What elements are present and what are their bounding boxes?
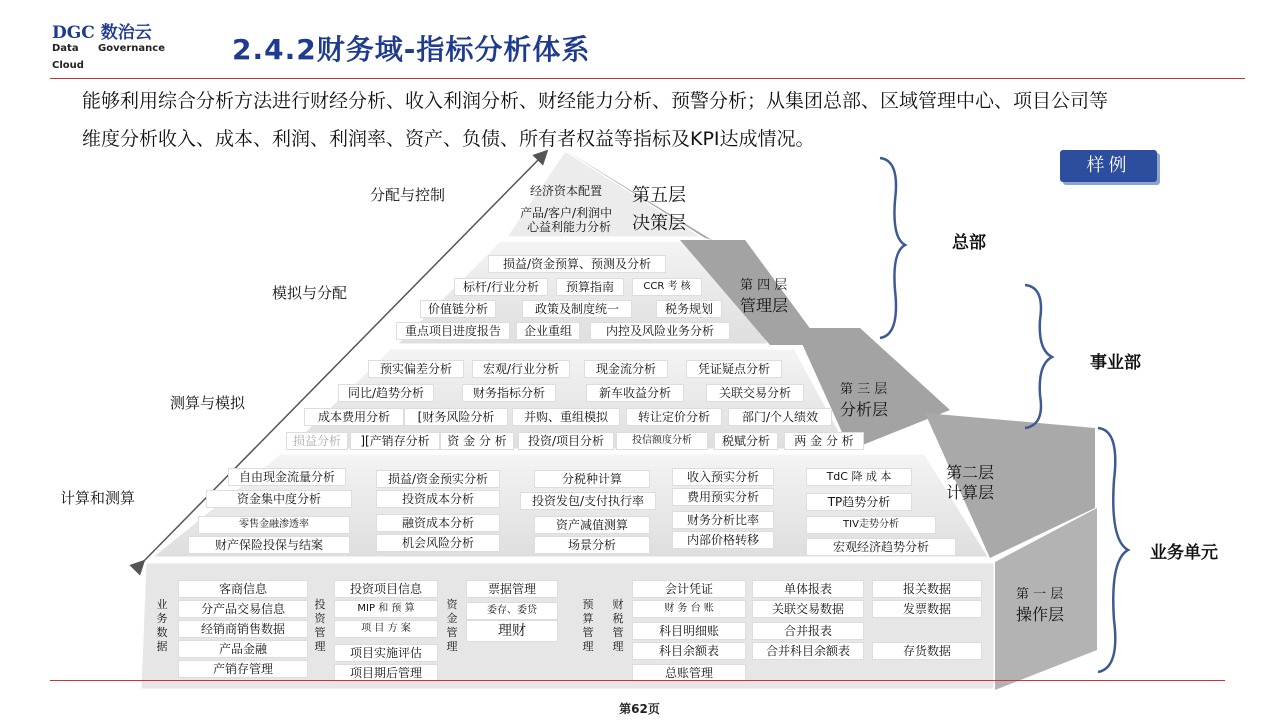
node-tax-plan: 税务规划: [656, 300, 722, 318]
brace-division: [1025, 285, 1052, 428]
node-related-trade: 关联交易分析: [706, 384, 804, 402]
node-internal-price: 内部价格转移: [672, 531, 774, 549]
node-mna: 并购、重组模拟: [512, 408, 620, 426]
region-division: 事业部: [1090, 353, 1141, 373]
footer-divider: [50, 680, 1225, 681]
node-psi-mgmt: 产销存管理: [178, 660, 308, 678]
logo: DGC 数治云: [52, 23, 152, 43]
node-free-cashflow: 自由现金流量分析: [228, 468, 346, 486]
node-cost-expense: 成本费用分析: [304, 408, 404, 426]
node-general-ledger: 总账管理: [632, 664, 746, 682]
node-voucher: 会计凭证: [632, 580, 746, 598]
node-related-data: 关联交易数据: [752, 600, 864, 618]
col-tax-mgmt: 财税管理: [612, 598, 624, 653]
region-headquarters: 总部: [952, 233, 986, 253]
node-dealer-sales: 经销商销售数据: [178, 620, 308, 638]
node-internal-control: 内控及风险业务分析: [590, 322, 730, 340]
intro-line-1: 能够利用综合分析方法进行财经分析、收入利润分析、财经能力分析、预警分析；从集团总部、区域管理中心、项目公司等: [82, 90, 1109, 112]
node-opportunity-risk: 机会风险分析: [376, 534, 500, 552]
legend-button[interactable]: 样例: [1060, 150, 1157, 182]
node-product-profit-1: 产品/客户/利润中: [520, 206, 613, 220]
node-mip-budget: MIP 和 预 算: [334, 600, 438, 618]
layer3-label: 第 三 层 分析层: [840, 382, 889, 419]
node-property-insurance: 财产保险投保与结案: [188, 536, 350, 554]
node-invest-info: 投资项目信息: [334, 580, 438, 598]
node-macro-economy: 宏观经济趋势分析: [806, 538, 956, 556]
col-invest-mgmt: 投资管理: [314, 598, 326, 653]
axis-label-calc-measure: 计算和测算: [60, 489, 136, 507]
logo-subtitle: Data Governance Cloud: [52, 43, 166, 71]
node-tp-trend: TP趋势分析: [806, 493, 912, 511]
node-policy: 政策及制度统一: [522, 300, 632, 318]
node-entrusted: 委存、委贷: [466, 602, 558, 620]
node-tax-burden: 税赋分析: [714, 432, 778, 450]
node-expense-actual: 费用预实分析: [672, 488, 774, 506]
node-product-profit-2: 心益利能力分析: [527, 220, 612, 234]
page-number: 第62页: [619, 702, 660, 716]
node-customs-data: 报关数据: [872, 580, 982, 598]
node-fin-ratio: 财务分析比率: [672, 511, 774, 529]
node-tax-calc: 分税种计算: [534, 470, 650, 488]
node-fin-indicator: 财务指标分析: [462, 384, 556, 402]
node-subject-detail: 科目明细账: [632, 622, 746, 640]
node-pnl: 损益分析: [286, 432, 348, 450]
node-consolidated-balance: 合并科目余额表: [752, 642, 864, 660]
node-subject-balance: 科目余额表: [632, 642, 746, 660]
intro-line-2: 维度分析收入、成本、利润、利润率、资产、负债、所有者权益等指标及KPI达成情况。: [82, 128, 815, 150]
node-ccr: CCR 考 核: [632, 278, 702, 296]
region-business-unit: 业务单元: [1150, 543, 1218, 563]
node-invest-project: 投资/项目分析: [518, 432, 614, 450]
node-economic-capital: 经济资本配置: [530, 184, 603, 198]
layer1-label: 第 一 层 操作层: [1016, 587, 1065, 624]
node-voucher-doubt: 凭证疑点分析: [686, 360, 782, 378]
node-tdc: TdC 降 成 本: [806, 468, 912, 486]
axis-label-allocate-control: 分配与控制: [370, 186, 446, 204]
node-single-report: 单体报表: [752, 580, 864, 598]
node-two-funds: 两 金 分 析: [784, 432, 864, 450]
node-revenue-actual: 收入预实分析: [672, 468, 774, 486]
node-customer-info: 客商信息: [178, 580, 308, 598]
node-product-trade: 分产品交易信息: [178, 600, 308, 618]
node-finance-cost: 融资成本分析: [376, 514, 500, 532]
node-project-post: 项目期后管理: [334, 664, 438, 682]
node-asset-impairment: 资产减值测算: [534, 516, 650, 534]
node-invoice-data: 发票数据: [872, 600, 982, 618]
axis-label-measure-simulate: 测算与模拟: [170, 394, 246, 412]
node-project-plan: 项 目 方 案: [334, 620, 438, 638]
node-budget-guide: 预算指南: [556, 278, 624, 296]
node-product-finance: 产品金融: [178, 640, 308, 658]
node-production-sales: ][产销存分析: [350, 432, 440, 450]
axis-label-simulate-allocate: 模拟与分配: [272, 284, 348, 302]
col-fund-mgmt: 资金管理: [446, 598, 458, 653]
node-budget-forecast: 损益/资金预算、预测及分析: [488, 255, 666, 273]
node-cashflow: 现金流分析: [584, 360, 668, 378]
node-inventory-data: 存货数据: [872, 642, 982, 660]
node-new-car: 新车收益分析: [586, 384, 684, 402]
node-wealth-mgmt: 理财: [466, 620, 558, 642]
node-restructure: 企业重组: [516, 322, 580, 340]
brace-business-unit: [1098, 428, 1128, 672]
node-pnl-fund-actual: 损益/资金预实分析: [376, 470, 500, 488]
node-credit-limit: 投信额度分析: [616, 432, 708, 450]
node-key-project: 重点项目进度报告: [396, 322, 510, 340]
node-yoy-trend: 同比/趋势分析: [338, 384, 434, 402]
layer2-label: 第二层 计算层: [946, 463, 995, 502]
layer5-label: 第五层 决策层: [632, 185, 686, 234]
node-value-chain: 价值链分析: [420, 300, 496, 318]
node-benchmark: 标杆/行业分析: [454, 278, 548, 296]
node-consolidated-report: 合并报表: [752, 622, 864, 640]
brace-headquarters: [880, 158, 905, 338]
node-invest-payment: 投资发包/支付执行率: [520, 492, 656, 510]
node-fund-analysis: 资 金 分 析: [440, 432, 514, 450]
node-macro-industry: 宏观/行业分析: [472, 360, 570, 378]
layer4-label: 第 四 层 管理层: [740, 278, 789, 315]
node-project-eval: 项目实施评估: [334, 644, 438, 662]
node-retail-finance: 零售金融渗透率: [198, 516, 350, 534]
node-bill-mgmt: 票据管理: [466, 580, 558, 598]
node-tiv-trend: TIV走势分析: [806, 516, 936, 534]
node-fin-risk: [财务风险分析: [404, 408, 508, 426]
col-budget-mgmt: 预算管理: [582, 598, 594, 653]
node-scenario: 场景分析: [534, 536, 650, 554]
page-title: 2.4.2财务域-指标分析体系: [232, 33, 591, 66]
node-transfer-price: 转让定价分析: [626, 408, 722, 426]
node-invest-cost: 投资成本分析: [376, 490, 500, 508]
node-fund-concentration: 资金集中度分析: [206, 490, 352, 508]
node-performance: 部门/个人绩效: [728, 408, 832, 426]
col-business-data: 业务数据: [156, 598, 168, 653]
node-ledger: 财 务 台 账: [632, 600, 746, 618]
node-variance: 预实偏差分析: [368, 360, 464, 378]
